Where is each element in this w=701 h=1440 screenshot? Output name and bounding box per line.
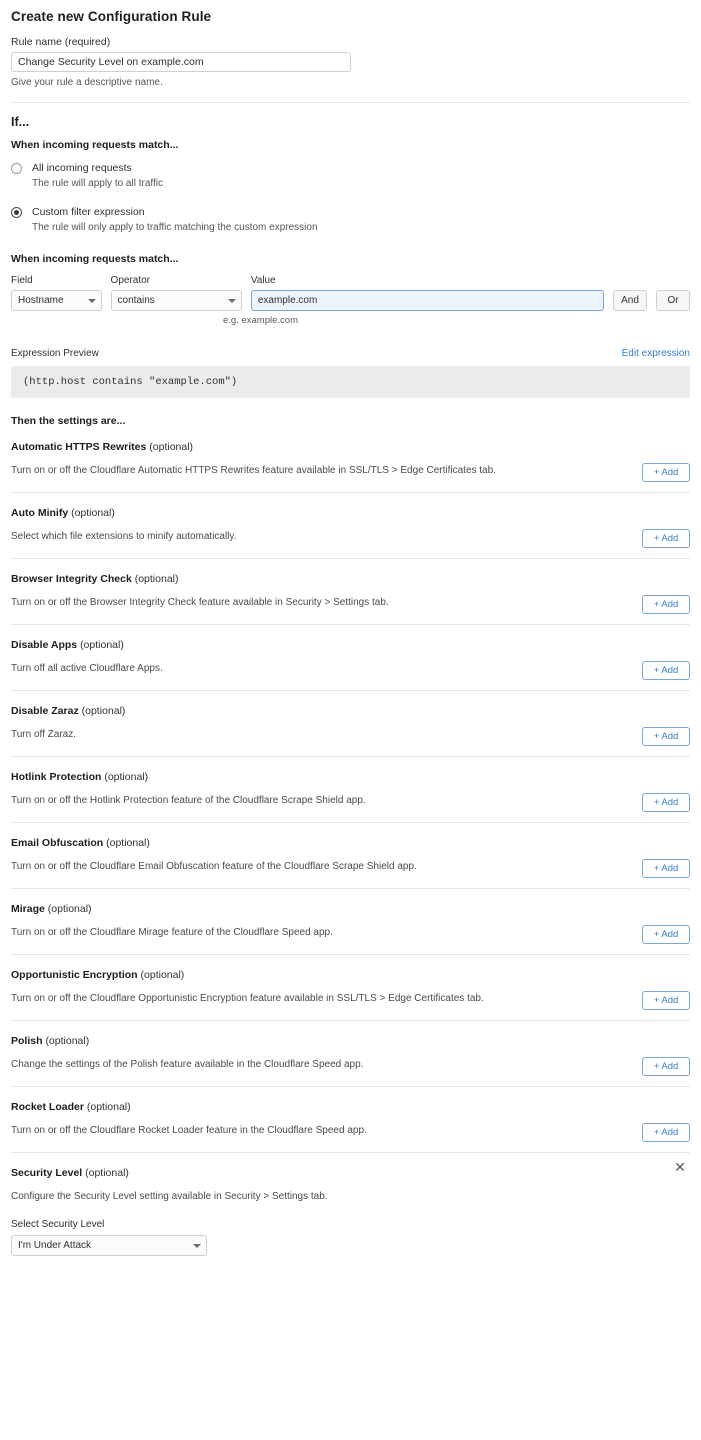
field-column-label: Field (11, 275, 33, 286)
radio-desc-custom-filter: The rule will only apply to traffic matching the custom expression (32, 222, 318, 233)
setting-title: Disable Zaraz (11, 705, 79, 717)
setting-title: Polish (11, 1035, 43, 1047)
configuration-rule-form (0, 9, 701, 1269)
chevron-down-icon (88, 299, 96, 303)
add-button[interactable]: + Add (642, 463, 690, 482)
rule-name-group (11, 36, 690, 88)
radio-icon-custom-filter[interactable] (11, 207, 22, 218)
setting-row-opportunistic-encryption (11, 955, 690, 1021)
value-column (251, 275, 604, 311)
setting-row-automatic-https-rewrites (11, 427, 690, 493)
setting-optional-tag: (optional) (45, 1035, 90, 1047)
setting-optional-tag: (optional) (140, 969, 185, 981)
operator-column-label: Operator (110, 275, 151, 286)
rule-name-label: Rule name (required) (11, 36, 111, 48)
setting-title: Auto Minify (11, 507, 69, 519)
setting-optional-tag: (optional) (85, 1167, 129, 1179)
setting-optional-tag: (optional) (47, 903, 92, 915)
and-button[interactable]: And (613, 290, 647, 311)
radio-icon-all-requests[interactable] (11, 163, 22, 174)
radio-option-all-requests[interactable] (11, 161, 690, 191)
setting-optional-tag: (optional) (81, 705, 126, 717)
edit-expression-link[interactable]: Edit expression (621, 348, 690, 359)
value-input[interactable] (251, 290, 604, 311)
setting-title: Opportunistic Encryption (11, 969, 138, 981)
radio-label-custom-filter: Custom filter expression (32, 206, 145, 218)
setting-description: Turn off Zaraz. (11, 729, 77, 740)
setting-description: Turn on or off the Cloudflare Rocket Loader feature in the Cloudflare Speed app. (11, 1125, 367, 1136)
security-level-select[interactable] (11, 1235, 207, 1256)
filter-builder-title: When incoming requests match... (11, 253, 179, 265)
security-level-select-value: I'm Under Attack (18, 1240, 92, 1251)
add-button[interactable]: + Add (642, 529, 690, 548)
rule-name-help: Give your rule a descriptive name. (11, 77, 163, 88)
setting-optional-tag: (optional) (104, 771, 149, 783)
setting-title: Mirage (11, 903, 45, 915)
add-button[interactable]: + Add (642, 595, 690, 614)
setting-description: Configure the Security Level setting available in Security > Settings tab. (11, 1191, 328, 1202)
setting-description: Turn on or off the Cloudflare Email Obfuscation feature of the Cloudflare Scrape Shield app. (11, 861, 417, 872)
chevron-down-icon (228, 299, 236, 303)
setting-row-disable-zaraz (11, 691, 690, 757)
setting-title: Security Level (11, 1167, 83, 1179)
setting-description: Turn on or off the Cloudflare Automatic HTTPS Rewrites feature available in SSL/TLS > Edge Certificates tab. (11, 465, 496, 476)
add-button[interactable]: + Add (642, 661, 690, 680)
setting-description: Turn on or off the Cloudflare Opportunistic Encryption feature available in SSL/TLS > Edge Certificates tab. (11, 993, 484, 1004)
value-column-label: Value (250, 275, 276, 286)
setting-row-email-obfuscation (11, 823, 690, 889)
setting-description: Turn off all active Cloudflare Apps. (11, 663, 163, 674)
add-button[interactable]: + Add (642, 727, 690, 746)
page-title: Create new Configuration Rule (11, 9, 212, 24)
close-icon[interactable]: ✕ (674, 1159, 686, 1175)
expression-header (11, 348, 690, 359)
setting-description: Turn on or off the Browser Integrity Check feature available in Security > Settings tab. (11, 597, 389, 608)
expression-preview-code: (http.host contains "example.com") (11, 366, 690, 398)
operator-select[interactable] (111, 290, 242, 311)
setting-description: Turn on or off the Cloudflare Mirage feature of the Cloudflare Speed app. (11, 927, 333, 938)
setting-title: Hotlink Protection (11, 771, 102, 783)
radio-option-custom-filter[interactable] (11, 205, 690, 235)
radio-label-all-requests: All incoming requests (32, 162, 132, 174)
or-button[interactable]: Or (656, 290, 690, 311)
setting-row-disable-apps (11, 625, 690, 691)
add-button[interactable]: + Add (642, 793, 690, 812)
radio-desc-all-requests: The rule will apply to all traffic (32, 178, 163, 189)
then-section-title: Then the settings are... (11, 415, 126, 427)
setting-optional-tag: (optional) (86, 1101, 131, 1113)
security-level-select-label: Select Security Level (11, 1219, 105, 1230)
setting-row-polish (11, 1021, 690, 1087)
setting-optional-tag: (optional) (106, 837, 150, 849)
filter-builder-row (11, 275, 690, 311)
setting-description: Turn on or off the Hotlink Protection feature of the Cloudflare Scrape Shield app. (11, 795, 366, 806)
operator-select-value: contains (117, 295, 155, 306)
setting-optional-tag: (optional) (80, 639, 124, 651)
add-button[interactable]: + Add (642, 859, 690, 878)
setting-row-auto-minify (11, 493, 690, 559)
add-button[interactable]: + Add (642, 1123, 690, 1142)
setting-title: Automatic HTTPS Rewrites (11, 441, 147, 453)
chevron-down-icon (193, 1244, 201, 1248)
setting-row-hotlink-protection (11, 757, 690, 823)
setting-title: Rocket Loader (11, 1101, 84, 1113)
setting-optional-tag: (optional) (134, 573, 179, 585)
field-column (11, 275, 102, 311)
add-button[interactable]: + Add (642, 925, 690, 944)
setting-title: Disable Apps (11, 639, 78, 651)
setting-row-security-level (11, 1153, 690, 1269)
setting-row-rocket-loader (11, 1087, 690, 1153)
setting-title: Email Obfuscation (11, 837, 104, 849)
field-select-value: Hostname (18, 295, 64, 306)
expression-preview-label: Expression Preview (11, 348, 99, 359)
setting-row-browser-integrity-check (11, 559, 690, 625)
add-button[interactable]: + Add (642, 991, 690, 1010)
field-select[interactable] (11, 290, 102, 311)
setting-description: Select which file extensions to minify automatically. (11, 531, 237, 542)
add-button[interactable]: + Add (642, 1057, 690, 1076)
setting-optional-tag: (optional) (71, 507, 115, 519)
value-hint: e.g. example.com (223, 315, 298, 326)
if-section-title: If... (11, 115, 30, 129)
setting-description: Change the settings of the Polish feature available in the Cloudflare Speed app. (11, 1059, 364, 1070)
setting-optional-tag: (optional) (149, 441, 194, 453)
if-section-subtitle: When incoming requests match... (11, 139, 179, 151)
divider (11, 102, 690, 103)
setting-title: Browser Integrity Check (11, 573, 132, 585)
rule-name-input[interactable] (11, 52, 351, 72)
operator-column (111, 275, 242, 311)
setting-row-mirage (11, 889, 690, 955)
